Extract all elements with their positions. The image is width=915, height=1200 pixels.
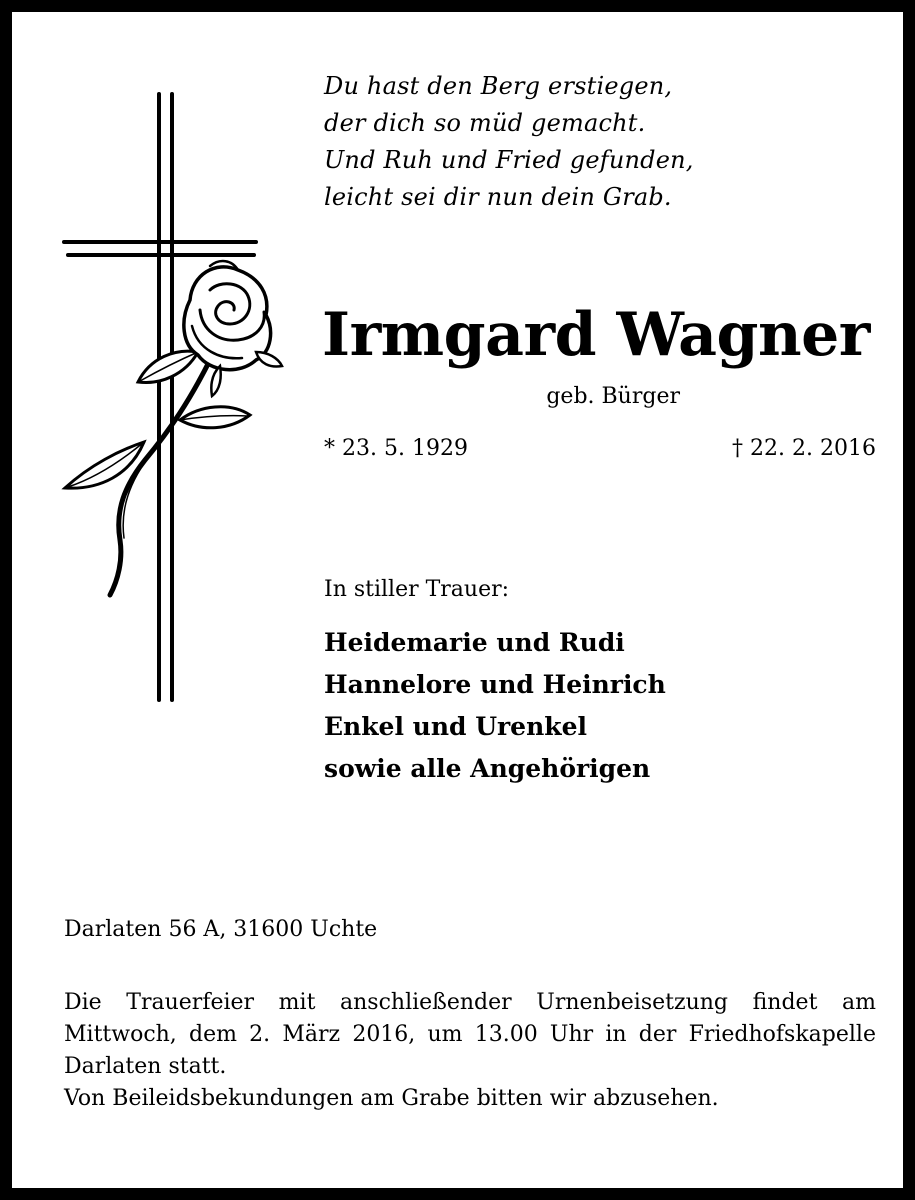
life-dates [324,433,876,465]
funeral-notice [64,987,876,1115]
death-date: † 22. 2. 2016 [732,436,876,461]
mourner-entry: Enkel und Urenkel [324,712,587,741]
poem-line: Du hast den Berg erstiegen, [324,72,673,100]
address: Darlaten 56 A, 31600 Uchte [64,917,378,942]
poem [324,68,884,216]
poem-line: Und Ruh und Fried gefunden, [324,146,694,174]
mourning-intro: In stiller Trauer: [324,577,510,602]
mourner-entry: Heidemarie und Rudi [324,628,625,657]
poem-line: der dich so müd gemacht. [324,109,646,137]
mourners-list [324,622,666,790]
poem-line: leicht sei dir nun dein Grab. [324,183,672,211]
deceased-name: Irmgard Wagner [322,300,870,370]
birth-name: geb. Bürger [546,384,680,409]
cross-with-rose-icon [60,90,290,710]
ceremony-text: Die Trauerfeier mit anschließender Urnenbeisetzung findet am Mittwoch, dem 2. März 2016, um 13.00 Uhr in der Friedhofskapelle Darlaten statt. [64,990,876,1079]
mourner-entry: Hannelore und Heinrich [324,670,666,699]
birth-date: * 23. 5. 1929 [324,436,468,461]
mourner-entry: sowie alle Angehörigen [324,754,651,783]
condolences-text: Von Beileidsbekundungen am Grabe bitten wir abzusehen. [64,1086,719,1111]
